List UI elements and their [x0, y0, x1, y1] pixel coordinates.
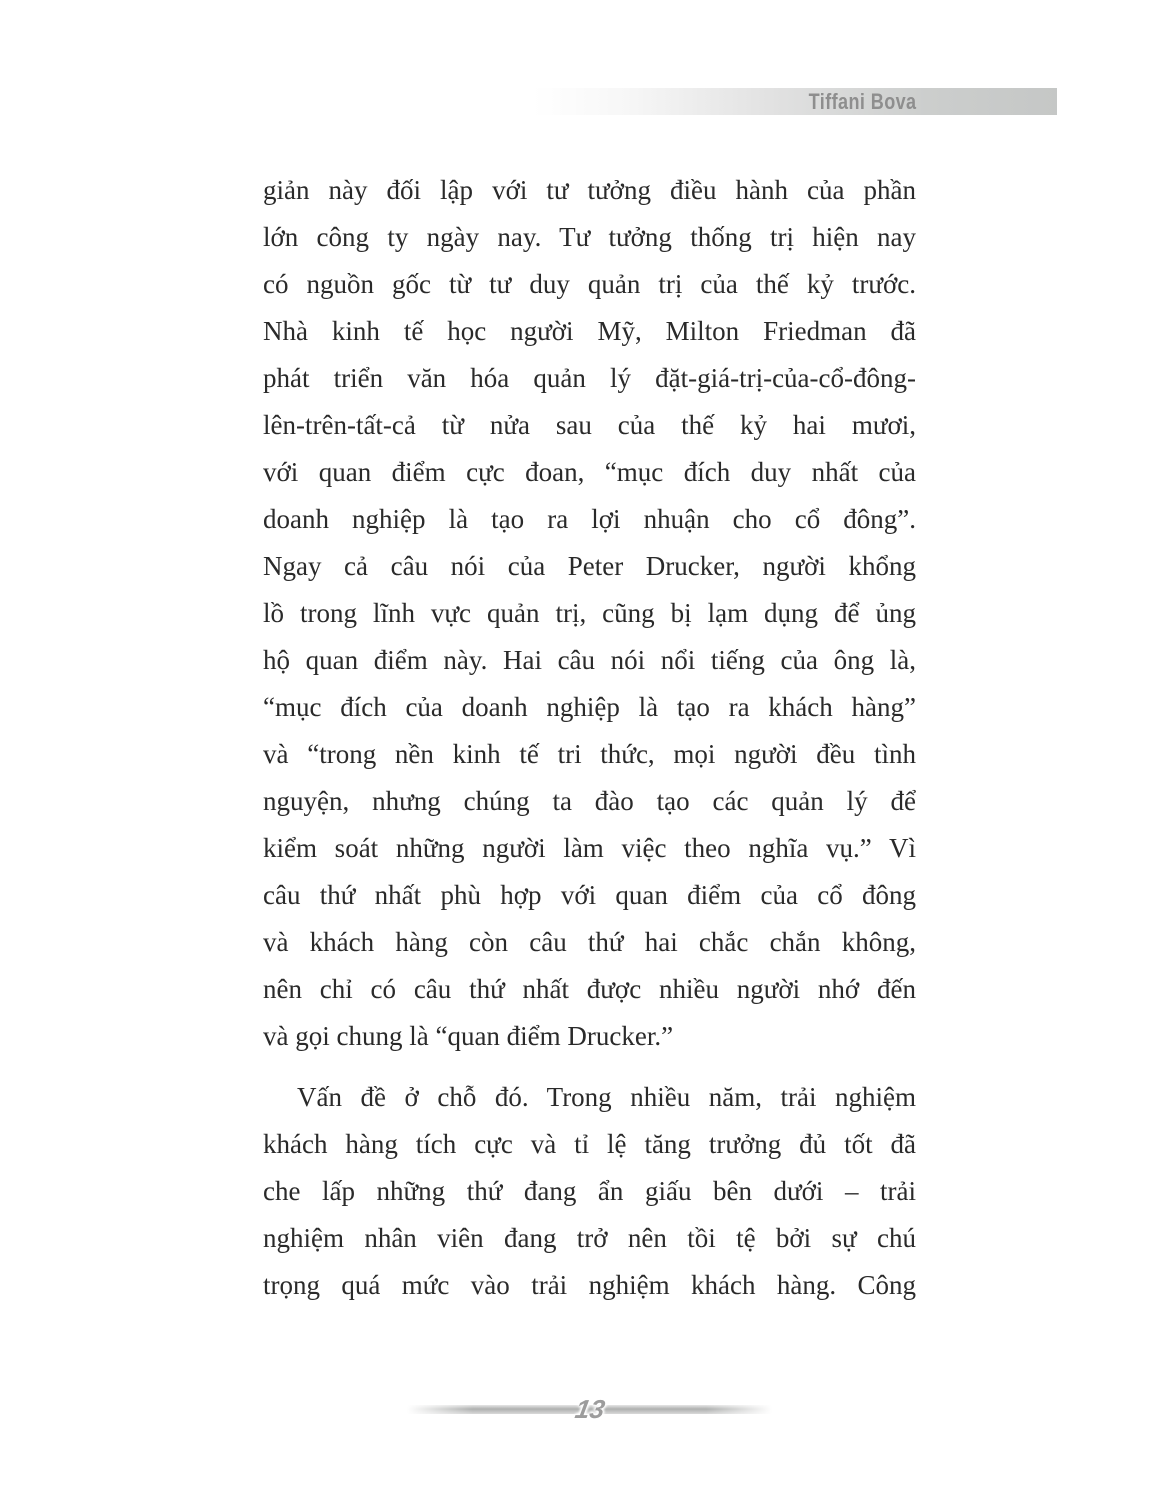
text-line: nguyện, nhưng chúng ta đào tạo các quản lý để	[263, 786, 916, 816]
text-line: Nhà kinh tế học người Mỹ, Milton Friedman đã	[263, 316, 916, 346]
text-line: kiểm soát những người làm việc theo nghĩa vụ.” Vì	[263, 833, 916, 863]
page-number: 13	[572, 1394, 607, 1424]
page-header-bar	[533, 88, 1057, 115]
page-footer	[263, 1392, 916, 1426]
paragraph	[263, 1074, 916, 1309]
text-line: lồ trong lĩnh vực quản trị, cũng bị lạm dụng để ủng	[263, 598, 916, 628]
text-line: với quan điểm cực đoan, “mục đích duy nhất của	[263, 457, 916, 487]
text-line: lên-trên-tất-cả từ nửa sau của thế kỷ hai mươi,	[263, 410, 916, 440]
text-line: trọng quá mức vào trải nghiệm khách hàng. Công	[263, 1270, 916, 1300]
text-line: và gọi chung là “quan điểm Drucker.”	[263, 1021, 674, 1051]
text-line: Ngay cả câu nói của Peter Drucker, người khổng	[263, 551, 916, 581]
text-line: hộ quan điểm này. Hai câu nói nổi tiếng của ông là,	[263, 645, 916, 675]
text-line: phát triển văn hóa quản lý đặt-giá-trị-của-cổ-đông-	[263, 363, 916, 393]
body-text	[263, 167, 916, 1309]
text-line: nghiệm nhân viên đang trở nên tồi tệ bởi sự chú	[263, 1223, 916, 1253]
text-line: giản này đối lập với tư tưởng điều hành của phần	[263, 175, 916, 205]
running-title: Tiffani Bova	[809, 88, 917, 114]
text-line: Vấn đề ở chỗ đó. Trong nhiều năm, trải nghiệm	[297, 1082, 916, 1112]
text-line: doanh nghiệp là tạo ra lợi nhuận cho cổ đông”.	[263, 504, 916, 534]
text-line: câu thứ nhất phù hợp với quan điểm của cổ đông	[263, 880, 916, 910]
text-line: và “trong nền kinh tế tri thức, mọi người đều tình	[263, 739, 916, 769]
text-line: có nguồn gốc từ tư duy quản trị của thế kỷ trước.	[263, 269, 916, 299]
text-line: khách hàng tích cực và tỉ lệ tăng trưởng đủ tốt đã	[263, 1129, 916, 1159]
text-line: nên chỉ có câu thứ nhất được nhiều người nhớ đến	[263, 974, 916, 1004]
paragraph	[263, 167, 916, 1060]
text-line: và khách hàng còn câu thứ hai chắc chắn không,	[263, 927, 916, 957]
text-line: “mục đích của doanh nghiệp là tạo ra khách hàng”	[263, 692, 916, 722]
text-line: che lấp những thứ đang ẩn giấu bên dưới – trải	[263, 1176, 916, 1206]
text-line: lớn công ty ngày nay. Tư tưởng thống trị hiện nay	[263, 222, 916, 252]
